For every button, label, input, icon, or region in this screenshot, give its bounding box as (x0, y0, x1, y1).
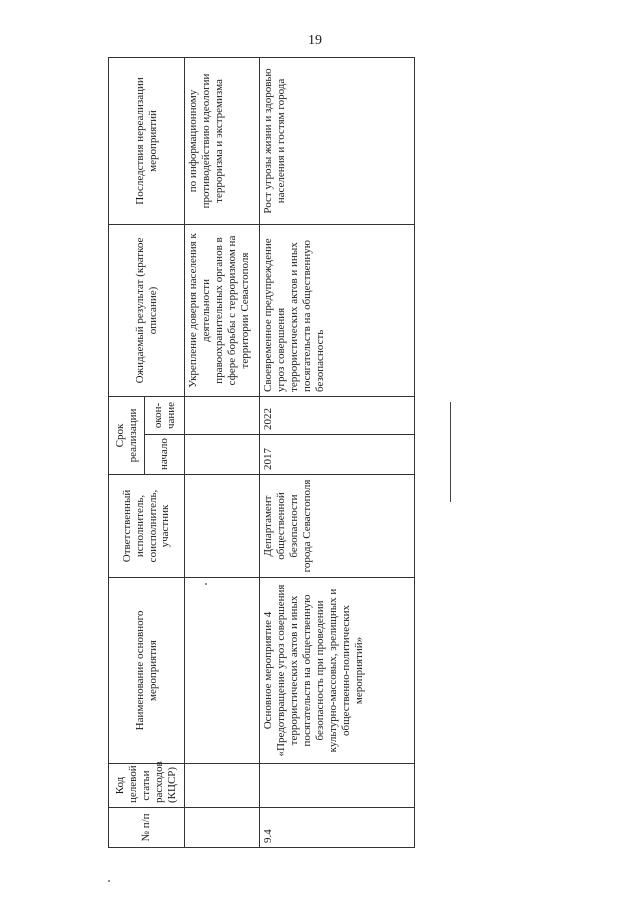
cell-code (260, 764, 415, 808)
cell-result: Своевременное предупреждение угроз совершения террористических актов и иных посягательств на общественную безопасность (260, 224, 415, 396)
scan-speck (108, 880, 110, 882)
cell-name: Основное мероприятие 4 «Предотвращение угроз совершения террористических актов и иных посягательств на общественную безопасность при проведении культурно-массовых, зрелищных и общественно-политических мероприятий» (260, 578, 415, 764)
header-period-end: окон-чание (145, 396, 185, 434)
cell-executor (185, 475, 260, 578)
cell-start (185, 435, 260, 475)
table-row (185, 57, 260, 847)
scan-speck (205, 583, 207, 585)
activities-table (108, 57, 415, 848)
header-period-start: начало (145, 435, 185, 475)
cell-executor: Департамент общественной безопасности города Севастополя (260, 475, 415, 578)
cell-code (185, 764, 260, 808)
cell-result: Укрепление доверия населения к деятельности правоохранительных органов в сфере борьбы с терроризмом на территории Севастополя (185, 224, 260, 396)
cell-name (185, 578, 260, 764)
rotated-table-container (108, 58, 406, 848)
page-number: 19 (308, 33, 322, 48)
cell-consequences: по информационному противодействию идеологии терроризма и экстремизма (185, 57, 260, 224)
cell-start: 2017 (260, 435, 415, 475)
header-result: Ожидаемый результат (краткое описание) (109, 224, 185, 396)
header-num: № п/п (109, 808, 185, 848)
table-row (260, 57, 415, 847)
header-name: Наименование основного мероприятия (109, 578, 185, 764)
cell-num: 9.4 (260, 808, 415, 848)
cell-end (185, 396, 260, 434)
closing-rule-line (450, 402, 451, 502)
header-period: Срок реализации (109, 396, 145, 474)
header-executor: Ответственный исполнитель, соисполнитель, участник (109, 475, 185, 578)
header-code: Код целевой статьи расходов (КЦСР) (109, 764, 185, 808)
header-consequences: Последствия нереализации мероприятий (109, 57, 185, 224)
cell-num (185, 808, 260, 848)
cell-end: 2022 (260, 396, 415, 434)
cell-consequences: Рост угрозы жизни и здоровью населения и гостям города (260, 57, 415, 224)
document-table-area (108, 58, 406, 848)
